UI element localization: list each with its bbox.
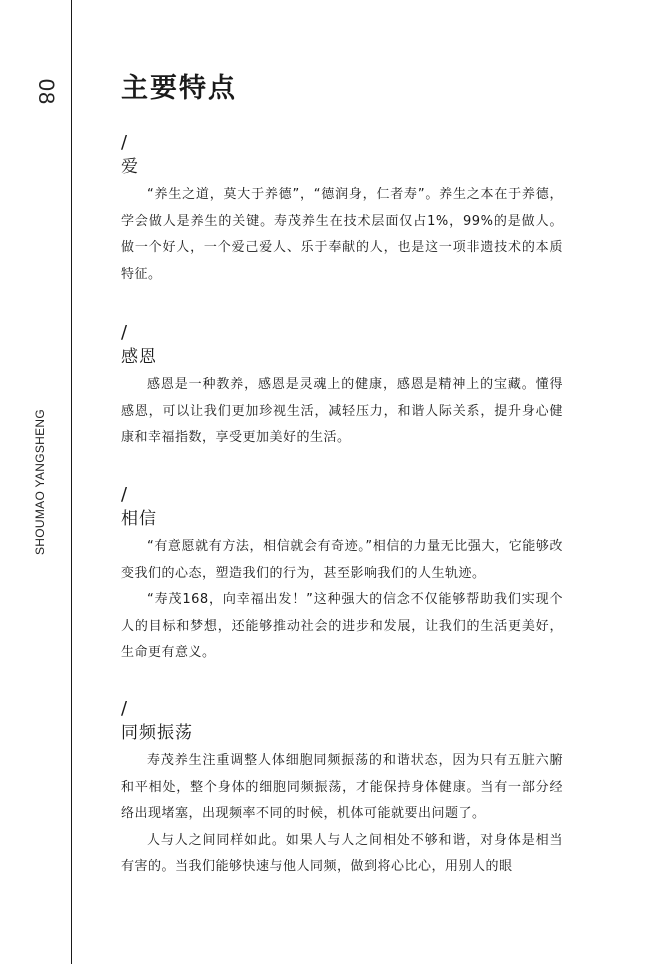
section-marker: / bbox=[121, 698, 128, 719]
section-gratitude bbox=[121, 322, 563, 452]
running-head-text: SHOUMAO YANGSHENG bbox=[33, 408, 47, 556]
section-paragraph: 人与人之间同样如此。如果人与人之间相处不够和谐，对身体是相当有害的。当我们能够快速与他人同频，做到将心比心，用别人的眼 bbox=[121, 832, 563, 874]
section-paragraph: 感恩是一种教养，感恩是灵魂上的健康，感恩是精神上的宝藏。懂得感恩，可以让我们更加珍视生活，减轻压力，和谐人际关系，提升身心健康和幸福指数，享受更加美好的生活。 bbox=[121, 377, 563, 445]
section-paragraph: “有意愿就有方法，相信就会有奇迹。”相信的力量无比强大，它能够改变我们的心态，塑造我们的行为，甚至影响我们的人生轨迹。 bbox=[121, 539, 563, 581]
section-paragraph: “养生之道，莫大于养德”，“德润身，仁者寿”。养生之本在于养德，学会做人是养生的关键。寿茂养生在技术层面仅占1%，99%的是做人。做一个好人，一个爱己爱人、乐于奉献的人，也是这一项非遗技术的本质特征。 bbox=[121, 187, 563, 282]
page-number: 08 bbox=[34, 78, 60, 106]
section-belief bbox=[121, 484, 563, 667]
section-love bbox=[121, 132, 563, 288]
section-heading: 同频振荡 bbox=[121, 723, 193, 743]
section-resonance bbox=[121, 698, 563, 881]
section-paragraph: 寿茂养生注重调整人体细胞同频振荡的和谐状态，因为只有五脏六腑和平相处，整个身体的细胞同频振荡，才能保持身体健康。当有一部分经络出现堵塞，出现频率不同的时候，机体可能就要出问题了。 bbox=[121, 753, 563, 821]
section-marker: / bbox=[121, 132, 128, 153]
section-paragraph: “寿茂168，向幸福出发！”这种强大的信念不仅能够帮助我们实现个人的目标和梦想，还能够推动社会的进步和发展，让我们的生活更美好，生命更有意义。 bbox=[121, 592, 563, 660]
section-heading: 相信 bbox=[121, 509, 157, 529]
section-heading: 爱 bbox=[121, 157, 139, 177]
page-title: 主要特点 bbox=[121, 73, 237, 104]
section-marker: / bbox=[121, 322, 128, 343]
section-marker: / bbox=[121, 484, 128, 505]
section-heading: 感恩 bbox=[121, 347, 157, 367]
margin-rule bbox=[71, 0, 72, 964]
